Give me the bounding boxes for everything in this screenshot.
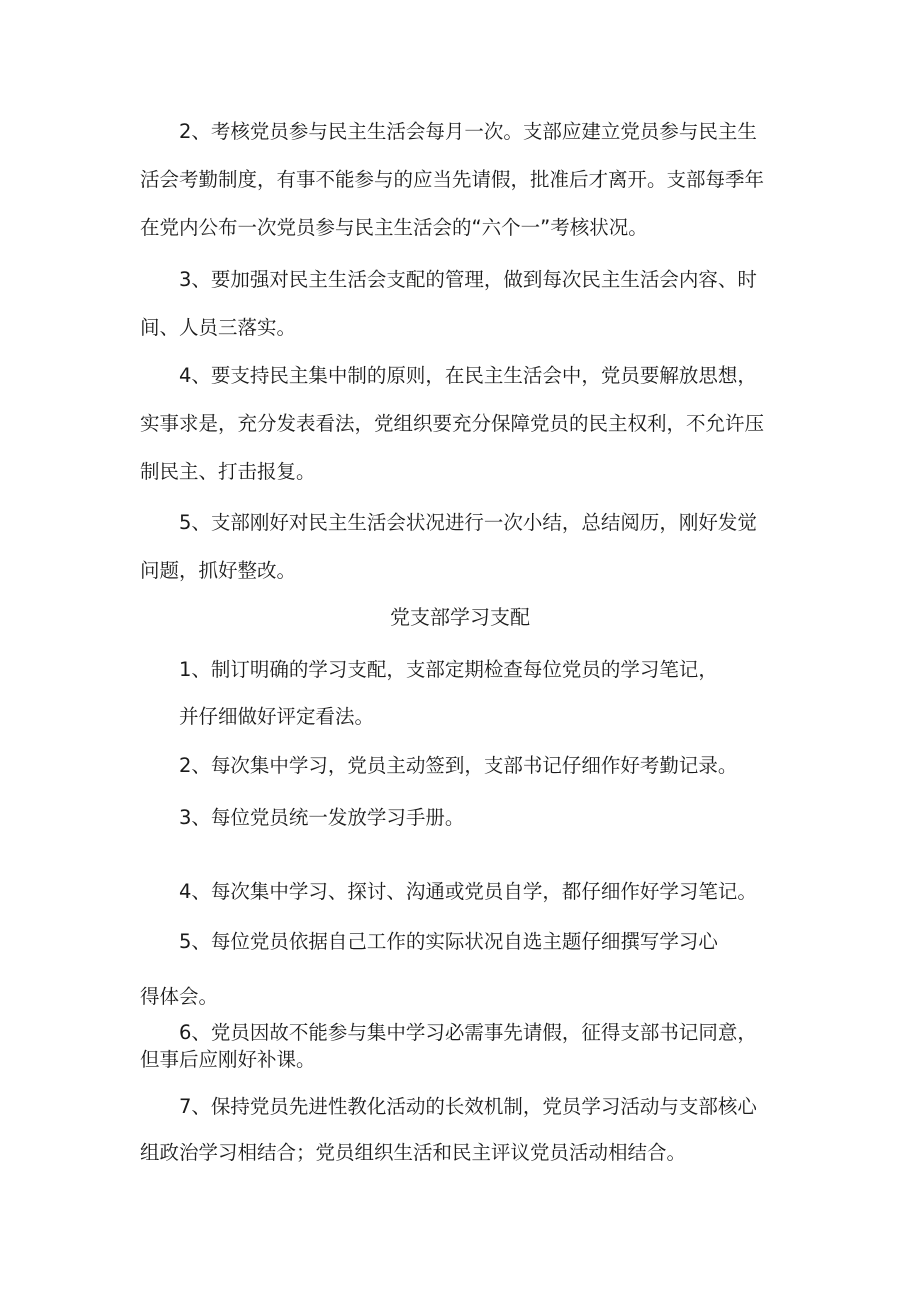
paragraph-line: 但事后应刚好补课。 — [140, 1048, 316, 1071]
paragraph-line: 并仔细做好评定看法。 — [179, 705, 375, 728]
paragraph-line: 2、考核党员参与民主生活会每月一次。支部应建立党员参与民主生 — [179, 120, 757, 143]
paragraph-line: 在党内公布一次党员参与民主生活会的“六个一”考核状况。 — [140, 216, 648, 239]
paragraph-line: 7、保持党员先进性教化活动的长效机制，党员学习活动与支部核心 — [179, 1095, 757, 1118]
section-title: 党支部学习支配 — [390, 605, 530, 629]
paragraph-line: 间、人员三落实。 — [140, 316, 297, 339]
paragraph-line: 5、支部刚好对民主生活会状况进行一次小结，总结阅历，刚好发觉 — [179, 511, 757, 534]
paragraph-line: 1、制订明确的学习支配，支部定期检查每位党员的学习笔记， — [179, 658, 718, 681]
paragraph-line: 3、要加强对民主生活会支配的管理，做到每次民主生活会内容、时 — [179, 268, 757, 291]
paragraph-line: 得体会。 — [140, 985, 219, 1008]
paragraph-line: 4、要支持民主集中制的原则，在民主生活会中，党员要解放思想， — [179, 364, 757, 387]
paragraph-line: 5、每位党员依据自己工作的实际状况自选主题仔细撰写学习心 — [179, 930, 718, 953]
paragraph-line: 4、每次集中学习、探讨、沟通或党员自学，都仔细作好学习笔记。 — [179, 880, 757, 903]
paragraph-line: 2、每次集中学习，党员主动签到，支部书记仔细作好考勤记录。 — [179, 754, 738, 777]
paragraph-line: 6、党员因故不能参与集中学习必需事先请假，征得支部书记同意， — [179, 1021, 757, 1044]
paragraph-line: 问题，抓好整改。 — [140, 559, 297, 582]
paragraph-line: 3、每位党员统一发放学习手册。 — [179, 806, 465, 829]
paragraph-line: 活会考勤制度，有事不能参与的应当先请假，批准后才离开。支部每季年 — [140, 168, 765, 191]
paragraph-line: 组政治学习相结合；党员组织生活和民主评议党员活动相结合。 — [140, 1141, 687, 1164]
paragraph-line: 制民主、打击报复。 — [140, 460, 316, 483]
paragraph-line: 实事求是，充分发表看法，党组织要充分保障党员的民主权利，不允许压 — [140, 412, 765, 435]
